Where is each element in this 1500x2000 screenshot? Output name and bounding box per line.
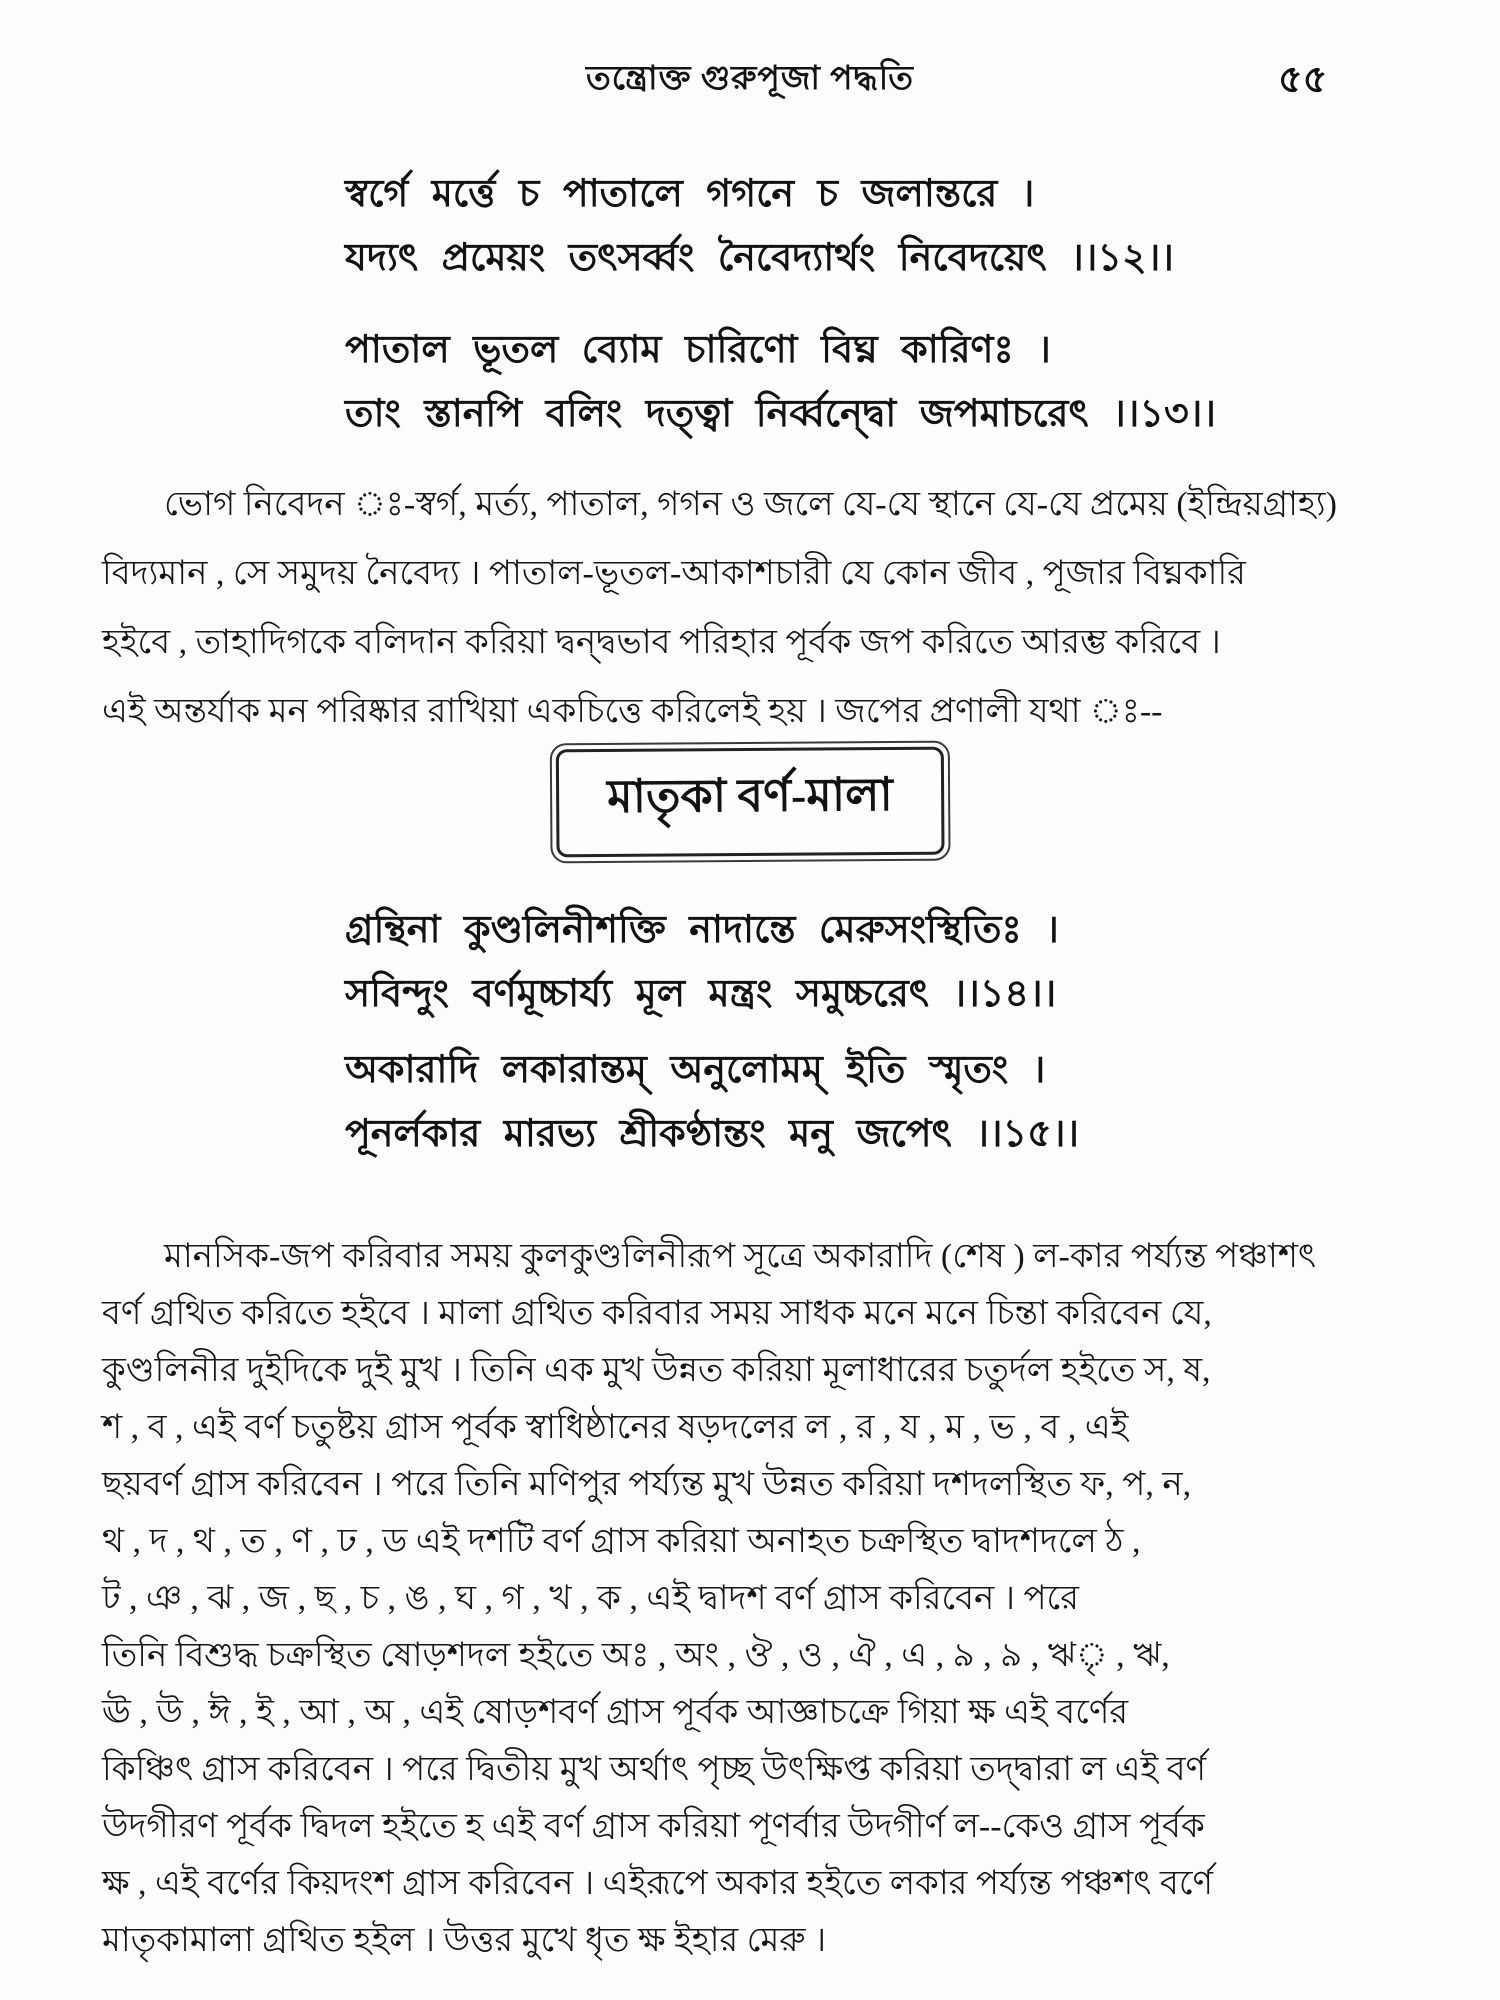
verse-line: যদ্যৎ প্রমেয়ং তৎসর্ব্বং নৈবেদ্যার্থং নিবেদয়েৎ ।।১২।। bbox=[345, 237, 1174, 279]
text-line: কুণ্ডলিনীর দুইদিকে দুই মুখ । তিনি এক মুখ উন্নত করিয়া মূলাধারের চতুর্দল হইতে স, ষ, bbox=[102, 1352, 1211, 1389]
page-number: ৫৫ bbox=[1278, 59, 1328, 101]
verse-line: তাং স্তানপি বলিং দত্ত্বা নির্ব্বন্দ্বো জপমাচরেৎ ।।১৩।। bbox=[345, 393, 1216, 435]
text-line: উদগীরণ পূর্বক দ্বিদল হইতে হ এই বর্ণ গ্রাস করিয়া পূণর্বার উদগীর্ণ ল--কেও গ্রাস পূর্বক bbox=[102, 1808, 1205, 1845]
verse-line: স্বর্গে মর্ত্তে চ পাতালে গগনে চ জলান্তরে । bbox=[345, 173, 1035, 215]
text-line: কিঞ্চিৎ গ্রাস করিবেন । পরে দ্বিতীয় মুখ অর্থাৎ পৃচ্ছ উৎক্ষিপ্ত করিয়া তদ্দ্বারা ল এই বর্ণ bbox=[102, 1751, 1207, 1788]
verse-line: পাতাল ভূতল ব্যোম চারিণো বিঘ্ন কারিণঃ । bbox=[345, 329, 1051, 371]
text-line: ট , ঞ , ঝ , জ , ছ , চ , ঙ , ঘ , গ , খ , ক , এই দ্বাদশ বর্ণ গ্রাস করিবেন । পরে bbox=[102, 1580, 1079, 1617]
verse-15 bbox=[345, 1038, 1285, 1166]
text-line: থ , দ , থ , ত , ণ , ঢ , ড এই দশটি বর্ণ গ্রাস করিয়া অনাহত চক্রস্থিত দ্বাদশদলে ঠ , bbox=[102, 1523, 1141, 1560]
verse-line: পূনর্লকার মারভ্য শ্রীকণ্ঠান্তং মনু জপেৎ ।।১৫।। bbox=[345, 1113, 1080, 1155]
text-line: এই অন্তর্যাক মন পরিষ্কার রাখিয়া একচিত্তে করিলেই হয় । জপের প্রণালী যথা ঃ-- bbox=[102, 693, 1163, 730]
text-line: মাতৃকামালা গ্রথিত হইল । উত্তর মুখে ধৃত ক্ষ ইহার মেরু । bbox=[102, 1922, 827, 1959]
text-line: মানসিক-জপ করিবার সময় কুলকুণ্ডলিনীরূপ সূত্রে অকারাদি (শেষ ) ল-কার পর্য্যন্ত পঞ্চাশৎ bbox=[164, 1238, 1317, 1275]
verse-13 bbox=[345, 318, 1285, 446]
text-line: তিনি বিশুদ্ধ চক্রস্থিত ষোড়শদল হইতে অঃ , অং , ঔ , ও , ঐ , এ , ৯ , ৯ , ঋৃ , ঋ, bbox=[102, 1637, 1170, 1674]
section-heading-box bbox=[550, 741, 950, 864]
text-line: হইবে , তাহাদিগকে বলিদান করিয়া দ্বন্দ্বভাব পরিহার পূর্বক জপ করিতে আরম্ভ করিবে । bbox=[102, 624, 1221, 661]
text-line: শ , ব , এই বর্ণ চতুষ্টয় গ্রাস পূর্বক স্বাধিষ্ঠানের ষড়দলের ল , র , য , ম , ভ , ব , এই bbox=[102, 1409, 1129, 1446]
text-line: বিদ্যমান , সে সমুদয় নৈবেদ্য । পাতাল-ভূতল-আকাশচারী যে কোন জীব , পূজার বিঘ্নকারি bbox=[102, 555, 1246, 592]
text-line: ঊ , উ , ঈ , ই , আ , অ , এই ষোড়শবর্ণ গ্রাস পূর্বক আজ্ঞাচক্রে গিয়া ক্ষ এই বর্ণের bbox=[102, 1694, 1129, 1731]
text-line: ছয়বর্ণ গ্রাস করিবেন । পরে তিনি মণিপুর পর্য্যন্ত মুখ উন্নত করিয়া দশদলস্থিত ফ, প, ন, bbox=[102, 1466, 1192, 1503]
text-line: ক্ষ , এই বর্ণের কিয়দংশ গ্রাস করিবেন । এইরূপে অকার হইতে লকার পর্য্যন্ত পঞ্চশৎ বর্ণে bbox=[102, 1865, 1214, 1902]
verse-line: অকারাদি লকারান্তম্ অনুলোমম্ ইতি স্মৃতং । bbox=[345, 1049, 1046, 1091]
verse-12 bbox=[345, 162, 1285, 290]
commentary-paragraph-bhog-nibedan bbox=[102, 470, 1412, 746]
section-heading: মাতৃকা বর্ণ-মালা bbox=[556, 747, 944, 858]
text-line: ভোগ নিবেদন ঃ-স্বর্গ, মর্ত্য, পাতাল, গগন ও জলে যে-যে স্থানে যে-যে প্রমেয় (ইন্দ্রিয়গ্রাহ্য) bbox=[164, 486, 1337, 523]
running-header-title: তন্ত্রোক্ত গুরুপূজা পদ্ধতি bbox=[586, 61, 914, 97]
text-line: বর্ণ গ্রথিত করিতে হইবে । মালা গ্রথিত করিবার সময় সাধক মনে মনে চিন্তা করিবেন যে, bbox=[102, 1295, 1212, 1332]
verse-line: গ্রন্থিনা কুণ্ডলিনীশক্তি নাদান্তে মেরুসংস্থিতিঃ । bbox=[345, 909, 1059, 951]
commentary-paragraph-matrika-japa bbox=[102, 1228, 1412, 1969]
verse-line: সবিন্দুং বর্ণমূচ্চার্য্য মূল মন্ত্রং সমুচ্চরেৎ ।।১৪।। bbox=[345, 973, 1057, 1015]
verse-14 bbox=[345, 898, 1285, 1026]
